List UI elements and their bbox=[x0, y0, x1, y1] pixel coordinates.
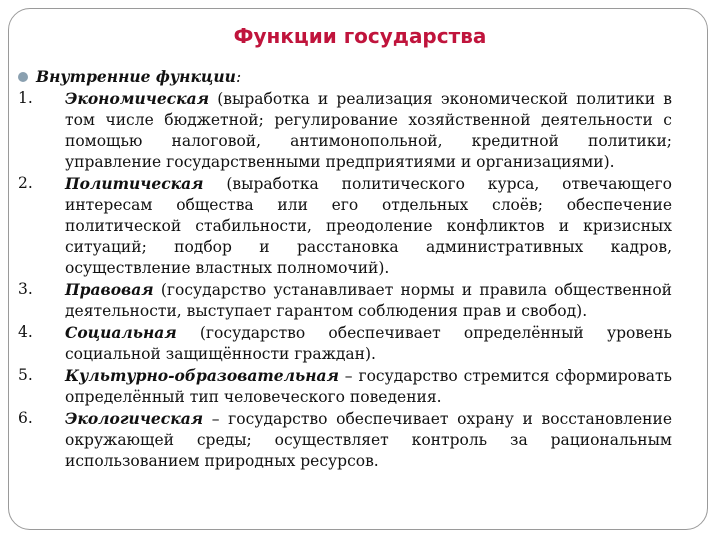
list-item-social bbox=[18, 322, 672, 365]
item-number: 6. bbox=[18, 409, 33, 427]
item-heading: Политическая bbox=[65, 174, 204, 193]
item-number: 4. bbox=[18, 323, 33, 341]
content-body bbox=[18, 66, 672, 472]
item-text: (государство обеспечивает определённый уровень социальной защищённости граждан). bbox=[65, 324, 672, 363]
bullet-suffix: : bbox=[235, 68, 242, 86]
list-item-ecological bbox=[18, 408, 672, 472]
item-text: (выработка политического курса, отвечающего интересам общества или его отдельных слоёв; обеспечение политической стабильности, преодоление конфликтов и кризисных ситуаций; подбор и расстановка административных кадров, осуществление властных полномочий). bbox=[65, 175, 672, 277]
bullet-dot-icon bbox=[18, 72, 28, 82]
bullet-label: Внутренние функции bbox=[36, 67, 236, 86]
item-number: 3. bbox=[18, 280, 33, 298]
item-text: (выработка и реализация экономической политики в том числе бюджетной; регулирование хозяйственной деятельности с помощью налоговой, антимонопольной, кредитной политики; управление государственными предприятиями и организациями). bbox=[65, 90, 672, 171]
item-text: – государство стремится сформировать определённый тип человеческого поведения. bbox=[65, 367, 672, 406]
item-text: – государство обеспечивает охрану и восстановление окружающей среды; осуществляет контроль за рациональным использованием природных ресурсов. bbox=[65, 410, 672, 470]
list-item-legal bbox=[18, 279, 672, 322]
page-title: Функции государства bbox=[233, 24, 487, 48]
item-heading: Социальная bbox=[65, 323, 177, 342]
item-heading: Культурно-образовательная bbox=[65, 366, 339, 385]
bullet-internal-functions bbox=[18, 66, 672, 88]
item-text: (государство устанавливает нормы и правила общественной деятельности, выступает гарантом соблюдения прав и свобод). bbox=[65, 281, 672, 320]
item-heading: Правовая bbox=[65, 280, 154, 299]
item-heading: Экономическая bbox=[65, 89, 210, 108]
list-item-political bbox=[18, 173, 672, 279]
list-item-economic bbox=[18, 88, 672, 173]
item-number: 5. bbox=[18, 366, 33, 384]
item-number: 1. bbox=[18, 89, 33, 107]
item-heading: Экологическая bbox=[65, 409, 204, 428]
item-number: 2. bbox=[18, 174, 33, 192]
list-item-cultural-educational bbox=[18, 365, 672, 408]
